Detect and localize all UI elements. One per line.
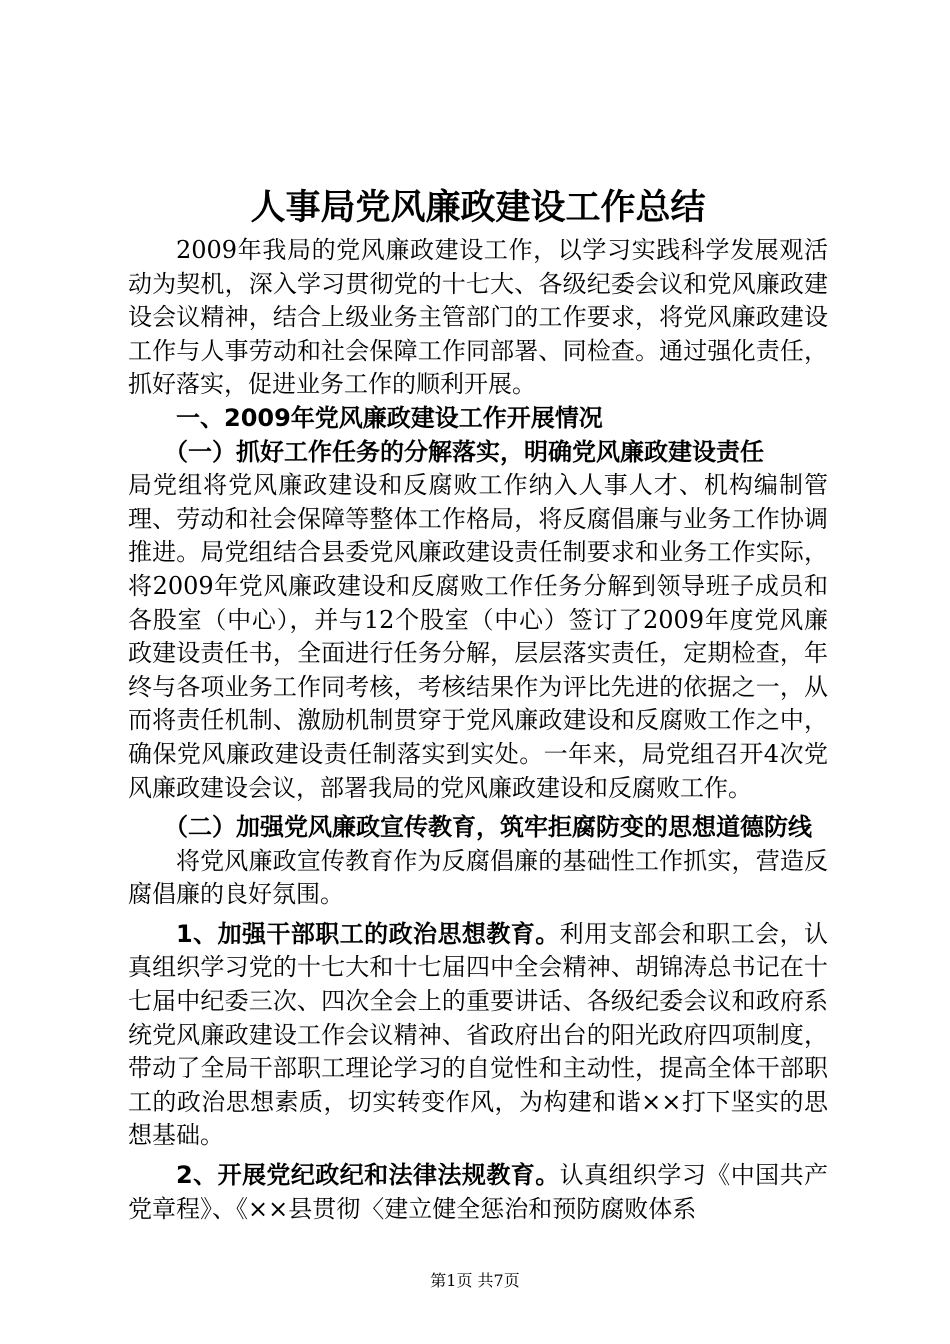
section-heading: 一、2009年党风廉政建设工作开展情况 bbox=[176, 403, 603, 432]
document-title: 人事局党风廉政建设工作总结 bbox=[250, 187, 706, 228]
item-paragraph-1 bbox=[128, 918, 828, 1153]
item-lead-1: 1、加强干部职工的政治思想教育。 bbox=[176, 919, 560, 948]
item-lead-2: 2、开展党纪政纪和法律法规教育。 bbox=[176, 1161, 560, 1190]
subsection-body-1: 局党组将党风廉政建设和反腐败工作纳入人事人才、机构编制管理、劳动和社会保障等整体工作格局，将反腐倡廉与业务工作协调推进。局党组结合县委党风廉政建设责任制要求和业务工作实际，将2009年党风廉政建设和反腐败工作任务分解到领导班子成员和各股室（中心），并与12个股室（中心）签订了2009年度党风廉政建设责任书，全面进行任务分解，层层落实责任，定期检查，年终与各项业务工作同考核，考核结果作为评比先进的依据之一，从而将责任机制、激励机制贯穿于党风廉政建设和反腐败工作之中，确保党风廉政建设责任制落实到实处。一年来，局党组召开4次党风廉政建设会议，部署我局的党风廉政建设和反腐败工作。 bbox=[128, 471, 828, 802]
page-number-footer: 第1页 共7页 bbox=[430, 1271, 520, 1290]
subsection-heading-2: （二）加强党风廉政宣传教育，筑牢拒腐防变的思想道德防线 bbox=[164, 813, 812, 842]
item-paragraph-2 bbox=[128, 1159, 828, 1226]
intro-paragraph: 2009年我局的党风廉政建设工作，以学习实践科学发展观活动为契机，深入学习贯彻党的十七大、各级纪委会议和党风廉政建设会议精神，结合上级业务主管部门的工作要求，将党风廉政建设工作与人事劳动和社会保障工作同部署、同检查。通过强化责任，抓好落实，促进业务工作的顺利开展。 bbox=[128, 236, 828, 399]
item-body-2: 认真组织学习《中国共产党章程》、《××县贯彻〈建立健全惩治和预防腐败体系 bbox=[128, 1161, 829, 1223]
subsection-heading-1: （一）抓好工作任务的分解落实，明确党风廉政建设责任 bbox=[164, 437, 764, 466]
document-body bbox=[128, 186, 828, 1226]
subsection-body-2: 将党风廉政宣传教育作为反腐倡廉的基础性工作抓实，营造反腐倡廉的良好氛围。 bbox=[128, 846, 828, 909]
item-body-1: 利用支部会和职工会，认真组织学习党的十七大和十七届四中全会精神、胡锦涛总书记在十七届中纪委三次、四次全会上的重要讲话、各级纪委会议和政府系统党风廉政建设工作会议精神、省政府出台的阳光政府四项制度，带动了全局干部职工理论学习的自觉性和主动性，提高全体干部职工的政治思想素质，切实转变作风，为构建和谐××打下坚实的思想基础。 bbox=[128, 919, 829, 1150]
